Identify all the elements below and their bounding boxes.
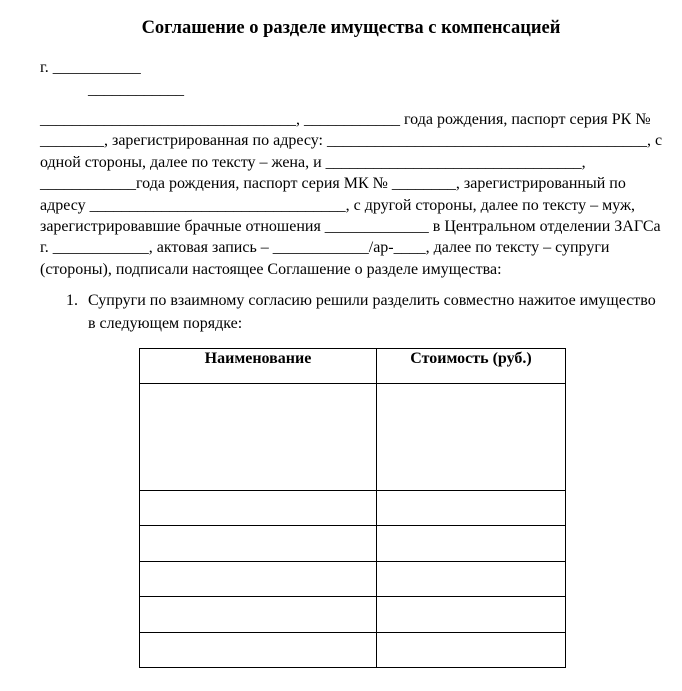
list-item-line-1: Супруги по взаимному согласию решили разделить совместно нажитое имущество [88, 292, 656, 309]
table-cell-name [140, 491, 377, 526]
table-cell-name [140, 562, 377, 597]
table-cell-cost [377, 633, 566, 668]
paragraph-line-5: адресу ________________________________, с другой стороны, далее по тексту – муж, [40, 196, 636, 214]
paragraph-line-7: г. ____________, актовая запись – ____________/ар-____, далее по тексту – супруги [40, 239, 610, 257]
document-title: Соглашение о разделе имущества с компенсацией [141, 18, 561, 38]
table-cell-cost [377, 491, 566, 526]
paragraph-line-8: (стороны), подписали настоящее Соглашение о разделе имущества: [40, 260, 502, 278]
table-row [140, 597, 566, 633]
table-cell-cost [377, 597, 566, 633]
table-header-row [140, 349, 566, 384]
table-row [140, 562, 566, 597]
list-item-number: 1. [66, 292, 78, 309]
table-cell-name [140, 597, 377, 633]
table-cell-cost [377, 526, 566, 562]
table-cell-cost [377, 384, 566, 491]
table-cell-cost [377, 562, 566, 597]
list-item-text [88, 290, 656, 335]
column-header-cost: Стоимость (руб.) [377, 349, 566, 384]
paragraph-line-1: ________________________________, ____________ года рождения, паспорт серия РК № [40, 111, 651, 128]
column-header-name: Наименование [140, 349, 377, 384]
paragraph-line-3: одной стороны, далее по тексту – жена, и ________________________________, [40, 153, 586, 171]
table-cell-name [140, 526, 377, 562]
paragraph-line-2: ________, зарегистрированная по адресу: ________________________________________, с [40, 132, 663, 150]
paragraph-line-4: ____________года рождения, паспорт серия МК № ________, зарегистрированный по [40, 175, 626, 193]
table-row [140, 384, 566, 491]
parties-paragraph [40, 109, 662, 280]
table-cell-name [140, 384, 377, 491]
table-row [140, 633, 566, 668]
table-cell-name [140, 633, 377, 668]
table-row [140, 491, 566, 526]
city-line: г. ___________ [40, 59, 141, 76]
paragraph-line-6: зарегистрировавшие брачные отношения _____________ в Центральном отделении ЗАГСа [40, 217, 661, 235]
property-table [139, 348, 566, 668]
table-row [140, 526, 566, 562]
list-item-line-2: в следующем порядке: [88, 314, 243, 332]
date-line: ____________ [88, 81, 184, 98]
